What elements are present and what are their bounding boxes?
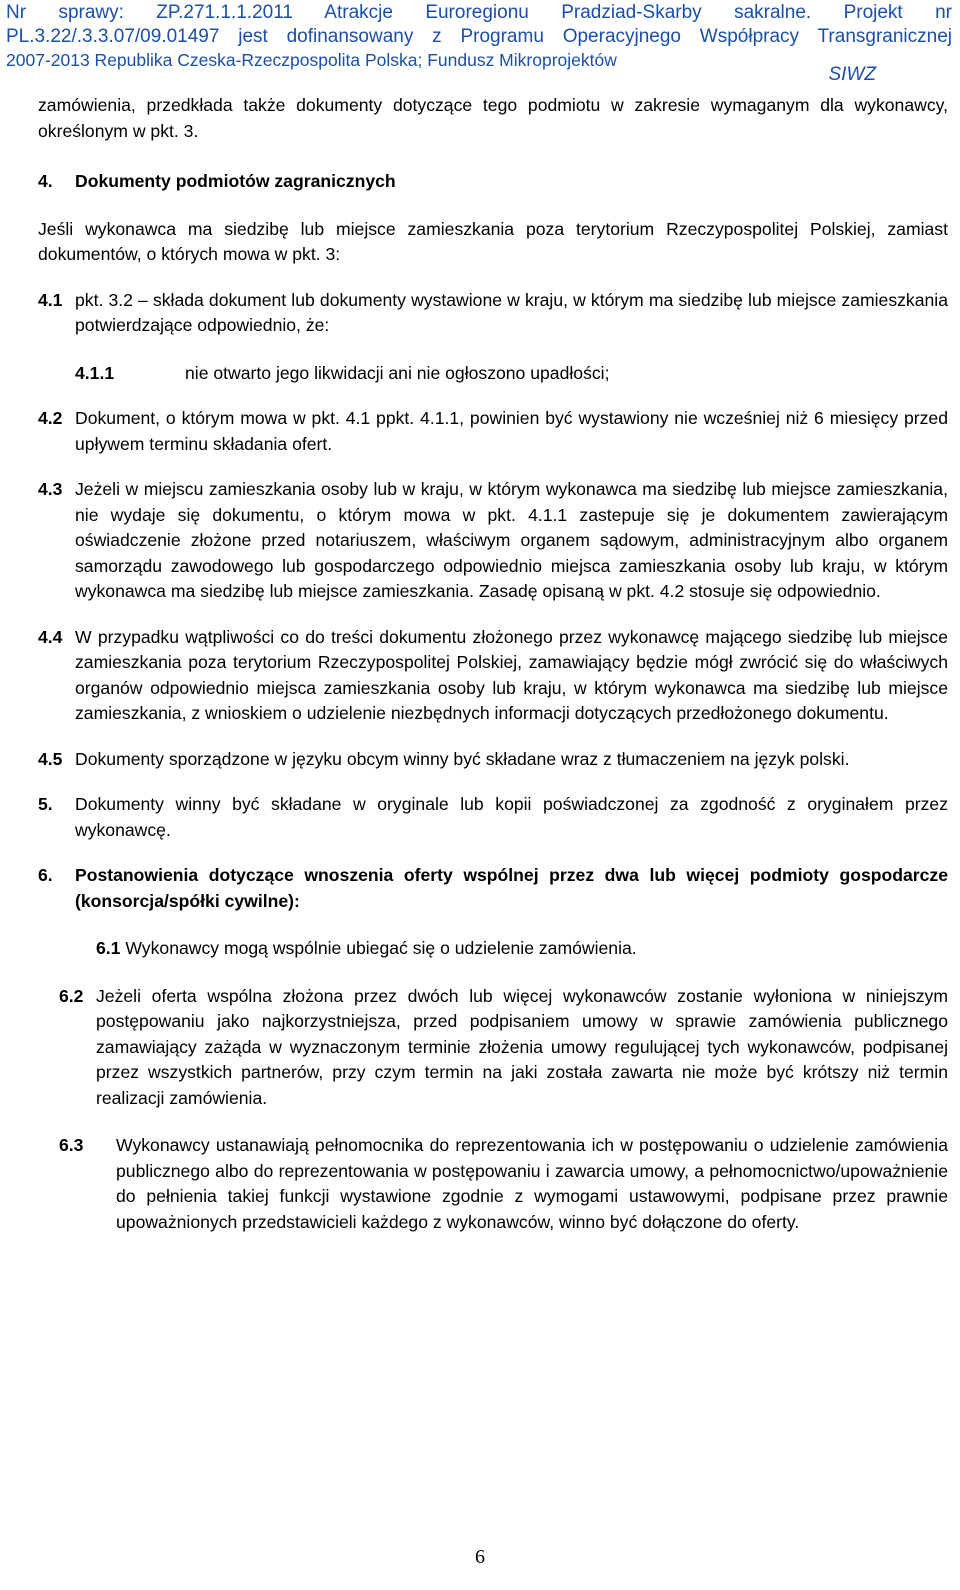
doc-label: SIWZ	[828, 64, 876, 85]
point-number: 4.3	[38, 479, 63, 499]
point-4-4	[38, 625, 948, 727]
point-4-1-1	[75, 361, 948, 387]
point-number: 4.1.1	[75, 362, 115, 383]
point-number: 4.1	[38, 289, 63, 310]
point-number: 4.5	[38, 748, 63, 769]
point-text: Jeżeli w miejscu zamieszkania osoby lub w kraju, w którym wykonawca ma siedzibę lub miejsce zamieszkania, nie wydaje się dokumentu, o którym mowa w pkt. 4.1.1 zastepuje się je dokumentem zawierającym oświadczenie złożone przed notariuszem, właściwym organem sądowym, administracyjnym albo organem samorządu zawodowego lub gospodarczego odpowiednio miejsca zamieszkania osoby lub kraju, w którym wykonawca ma siedzibę lub miejsce zamieszkania. Zasadę opisaną w pkt. 4.2 stosuje się odpowiednio.	[75, 479, 948, 601]
point-text: nie otwarto jego likwidacji ani nie ogłoszono upadłości;	[185, 362, 610, 383]
point-4-5	[38, 747, 948, 773]
point-text: Dokumenty sporządzone w języku obcym winny być składane wraz z tłumaczeniem na język polski.	[75, 748, 850, 769]
point-6-3	[59, 1133, 948, 1235]
header-line-3: 2007-2013 Republika Czeska-Rzeczpospolita Polska; Fundusz Mikroprojektów	[6, 50, 617, 70]
section-text: Dokumenty winny być składane w oryginale lub kopii poświadczonej za zgodność z oryginałem przez wykonawcę.	[75, 794, 948, 840]
point-text: W przypadku wątpliwości co do treści dokumentu złożonego przez wykonawcę mającego siedzibę lub miejsce zamieszkania poza terytorium Rzeczypospolitej Polskiej, zamawiający będzie mógł zwrócić się do właściwych organów odpowiednio miejsca zamieszkania osoby lub kraju, w którym wykonawca ma siedzibę lub miejsce zamieszkania, z wnioskiem o udzielenie niezbędnych informacji dotyczących przedłożonego dokumentu.	[75, 626, 948, 723]
section-number: 4.	[38, 171, 53, 191]
point-6-1	[75, 936, 948, 962]
point-6-2	[59, 984, 948, 1112]
point-number: 6.3	[59, 1135, 84, 1155]
point-number: 4.4	[38, 626, 63, 647]
section-4-intro: Jeśli wykonawca ma siedzibę lub miejsce zamieszkania poza terytorium Rzeczypospolitej Polskiej, zamiast dokumentów, o których mowa w pkt. 3:	[38, 218, 948, 264]
page-number: 6	[475, 1546, 485, 1568]
point-text: Wykonawcy ustanawiają pełnomocnika do reprezentowania ich w postępowaniu o udzielenie zamówienia publicznego albo do reprezentowania w postępowaniu i zawarcia umowy, a pełnomocnictwo/upoważnienie do pełnienia takiej funkcji wystawione zgodnie z wymogami ustawowymi, podpisane przez prawnie upoważnionych przedstawicieli każdego z wykonawców, winno być dołączone do oferty.	[116, 1135, 948, 1232]
section-number: 6.	[38, 865, 53, 885]
point-4-3	[38, 477, 948, 605]
point-4-1	[38, 288, 948, 339]
point-number: 6.2	[59, 985, 84, 1006]
section-title: Dokumenty podmiotów zagranicznych	[75, 171, 396, 191]
point-text: Wykonawcy mogą wspólnie ubiegać się o udzielenie zamówienia.	[125, 938, 637, 958]
continuation-paragraph: zamówienia, przedkłada także dokumenty dotyczące tego podmiotu w zakresie wymaganym dla wykonawcy, określonym w pkt. 3.	[38, 95, 948, 141]
header-line-1: Nr sprawy: ZP.271.1.1.2011 Atrakcje Euroregionu Pradziad-Skarby sakralne. Projekt nr	[6, 2, 952, 23]
header-line-2: PL.3.22/.3.3.07/09.01497 jest dofinansowany z Programu Operacyjnego Współpracy Transgranicznej	[6, 26, 952, 47]
point-4-2	[38, 406, 948, 457]
point-text: pkt. 3.2 – składa dokument lub dokumenty wystawione w kraju, w którym ma siedzibę lub miejsce zamieszkania potwierdzające odpowiednio, że:	[75, 289, 948, 335]
point-number: 4.2	[38, 408, 63, 428]
section-number: 5.	[38, 794, 53, 814]
document-body	[38, 93, 948, 1235]
section-6-heading	[38, 863, 948, 914]
page-header	[6, 1, 952, 71]
point-text: Dokument, o którym mowa w pkt. 4.1 ppkt. 4.1.1, powinien być wystawiony nie wcześniej niż 6 miesięcy przed upływem terminu składania ofert.	[75, 408, 948, 454]
section-5	[38, 792, 948, 843]
point-text: Jeżeli oferta wspólna złożona przez dwóch lub więcej wykonawców zostanie wyłoniona w niniejszym postępowaniu jako najkorzystniejsza, przed podpisaniem umowy w sprawie zamówienia publicznego zamawiający zażąda w wyznaczonym terminie złożenia umowy regulującej tych wykonawców, podpisanej przez wszystkich partnerów, przy czym termin na jaki została zawarta nie może być krótszy niż termin realizacji zamówienia.	[96, 985, 948, 1108]
point-number: 6.1	[96, 938, 121, 958]
section-4-heading	[38, 169, 948, 195]
section-title: Postanowienia dotyczące wnoszenia oferty wspólnej przez dwa lub więcej podmioty gospodarcze (konsorcja/spółki cywilne):	[75, 865, 948, 911]
